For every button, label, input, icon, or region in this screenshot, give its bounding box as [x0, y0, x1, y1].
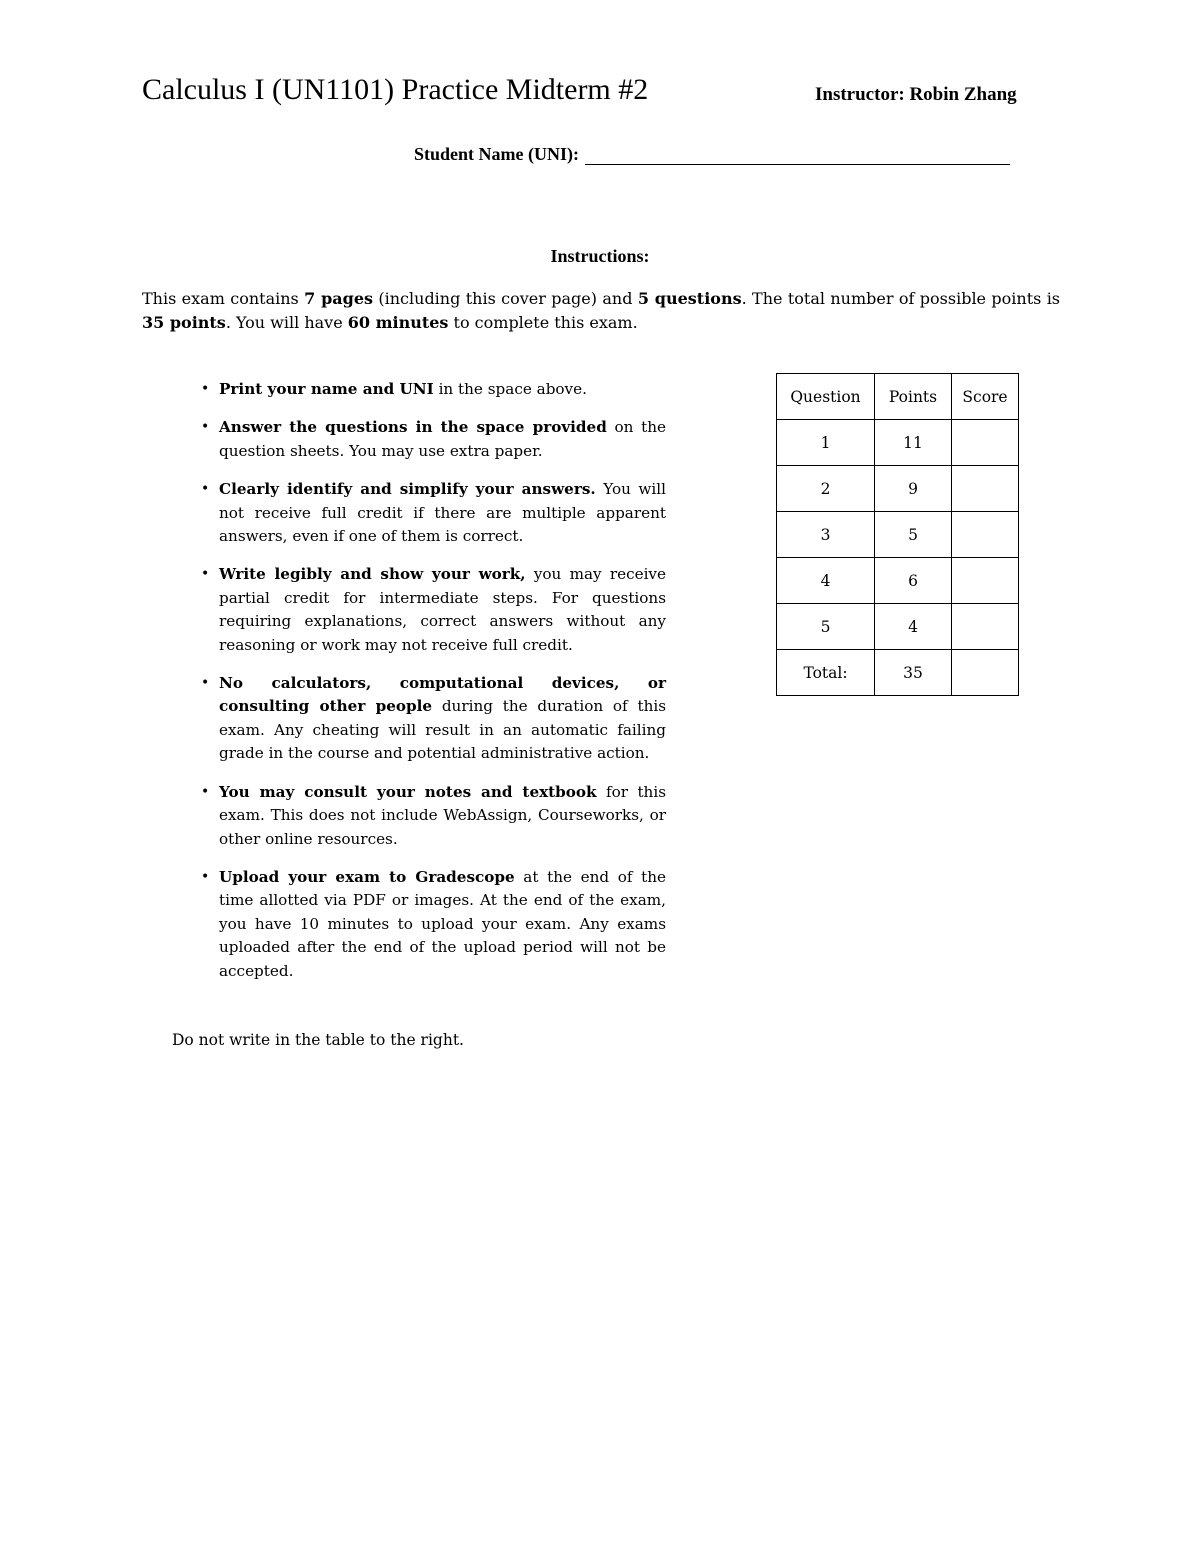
instruction-bullet [198, 672, 666, 766]
instruction-bullet [198, 781, 666, 851]
bullet-icon: • [201, 481, 210, 498]
course-title: Calculus I (UN1101) Practice Midterm #2 [142, 73, 649, 106]
intro-text: to complete this exam. [448, 313, 638, 332]
score-cell [952, 420, 1019, 466]
bullet-bold-text: Answer the questions in the space provided [219, 418, 607, 437]
total-label-cell: Total: [777, 650, 875, 696]
question-cell: 4 [777, 558, 875, 604]
student-name-label: Student Name (UNI): [414, 144, 579, 164]
intro-text: (including this cover page) and [373, 289, 638, 308]
bullet-bold-text: Print your name and UNI [219, 380, 434, 398]
bullet-text: you may receive partial credit for intermediate steps. For questions requiring explanations, correct answers without any reasoning or work may not receive full credit. [219, 565, 666, 654]
question-cell: 1 [777, 420, 875, 466]
bullet-bold-text: Write legibly and show your work, [219, 565, 526, 584]
bullet-icon: • [201, 381, 210, 397]
intro-pages: 7 pages [304, 289, 374, 308]
student-name-blank-line[interactable] [585, 146, 1010, 165]
score-cell [952, 512, 1019, 558]
table-row [777, 466, 1019, 512]
question-cell: 2 [777, 466, 875, 512]
bullet-text: You will not receive full credit if there are multiple apparent answers, even if one of them is correct. [219, 480, 667, 546]
instructions-heading: Instructions: [550, 246, 650, 266]
bullet-icon: • [201, 419, 210, 436]
intro-text: This exam contains [142, 289, 305, 308]
student-name-row [414, 144, 1010, 165]
total-score-cell [952, 650, 1019, 696]
bullet-text: at the end of the time allotted via PDF or images. At the end of the exam, you have 10 minutes to upload your exam. Any exams uploaded after the end of the upload period will not be accepted. [219, 867, 666, 980]
bullet-icon: • [201, 566, 210, 583]
points-cell: 4 [875, 604, 952, 650]
score-table-header-row [777, 374, 1019, 420]
footer-note: Do not write in the table to the right. [172, 1031, 464, 1049]
total-points-cell: 35 [875, 650, 952, 696]
instruction-bullet-list [198, 378, 666, 998]
table-row [777, 604, 1019, 650]
table-row-total [777, 650, 1019, 696]
question-cell: 5 [777, 604, 875, 650]
instructions-intro [142, 287, 1060, 335]
table-row [777, 558, 1019, 604]
bullet-bold-text: No calculators, computational devices, or consulting other people [219, 674, 666, 716]
score-cell [952, 466, 1019, 512]
table-row [777, 512, 1019, 558]
score-table [776, 373, 1019, 696]
bullet-text: in the space above. [433, 380, 587, 398]
bullet-text: during the duration of this exam. Any cheating will result in an automatic failing grade in the course and potential administrative action. [219, 697, 666, 763]
bullet-icon: • [201, 783, 210, 800]
points-cell: 5 [875, 512, 952, 558]
header-score: Score [952, 374, 1019, 420]
instruction-bullet [198, 478, 666, 548]
bullet-bold-text: You may consult your notes and textbook [219, 782, 597, 801]
score-cell [952, 604, 1019, 650]
bullet-text: on the question sheets. You may use extra paper. [219, 418, 667, 460]
instruction-bullet [198, 563, 666, 657]
intro-text: . The total number of possible points is [741, 289, 1061, 308]
instruction-bullet [198, 866, 666, 983]
table-row [777, 420, 1019, 466]
intro-points: 35 points [142, 313, 226, 332]
points-cell: 9 [875, 466, 952, 512]
intro-minutes: 60 minutes [347, 313, 449, 332]
score-cell [952, 558, 1019, 604]
bullet-icon: • [201, 675, 210, 692]
instruction-bullet [198, 416, 666, 463]
intro-questions: 5 questions [637, 289, 742, 308]
bullet-icon: • [201, 868, 210, 885]
bullet-text: for this exam. This does not include WebAssign, Courseworks, or other online resources. [219, 782, 666, 848]
bullet-bold-text: Upload your exam to Gradescope [219, 867, 515, 886]
question-cell: 3 [777, 512, 875, 558]
instructor-name: Instructor: Robin Zhang [815, 84, 1017, 105]
header-points: Points [875, 374, 952, 420]
instruction-bullet [198, 378, 666, 401]
header-question: Question [777, 374, 875, 420]
bullet-bold-text: Clearly identify and simplify your answers. [219, 480, 596, 499]
intro-text: . You will have [225, 313, 348, 332]
points-cell: 11 [875, 420, 952, 466]
points-cell: 6 [875, 558, 952, 604]
